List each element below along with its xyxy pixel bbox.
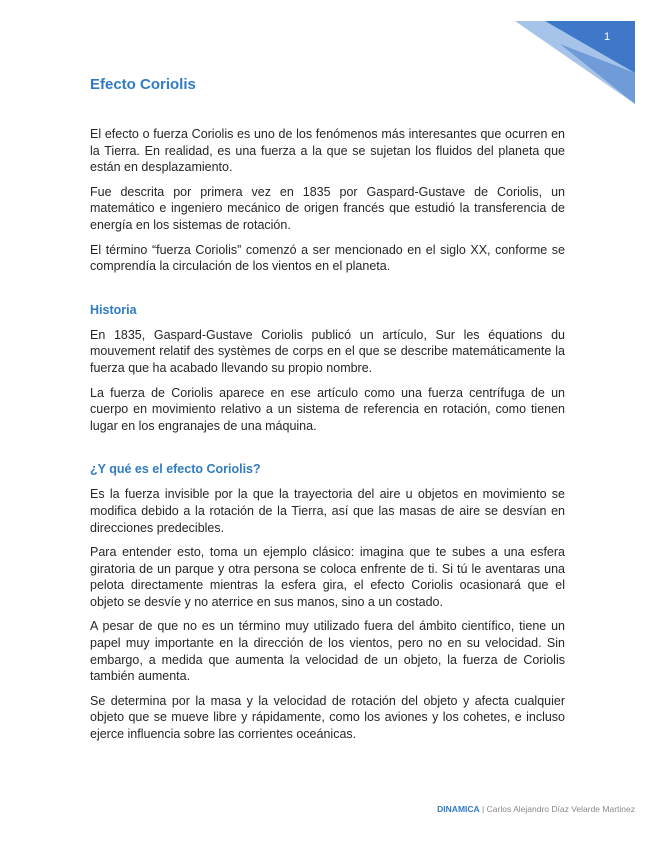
que-es-paragraph: A pesar de que no es un término muy utilizado fuera del ámbito científico, tiene un papel muy importante en la dirección de los vientos, pero no en su velocidad. Sin embargo, a medida que aumenta la velocidad de un objeto, la fuerza de Coriolis también aumenta. <box>90 619 565 684</box>
section-heading-historia: Historia <box>90 302 137 317</box>
document-body <box>90 74 565 751</box>
footer-separator: | <box>482 804 485 814</box>
intro-paragraph: El efecto o fuerza Coriolis es uno de los fenómenos más interesantes que ocurren en la Tierra. En realidad, es una fuerza a la que se sujetan los fluidos del planeta que están en desplazamiento. <box>90 127 565 175</box>
intro-paragraph: Fue descrita por primera vez en 1835 por Gaspard-Gustave de Coriolis, un matemático e ingeniero mecánico de origen francés que estudió la transferencia de energía en los sistemas de rotación. <box>90 184 565 232</box>
document-title: Efecto Coriolis <box>90 76 196 93</box>
footer-author: Carlos Alejandro Díaz Velarde Martinez <box>486 804 635 814</box>
que-es-paragraph: Se determina por la masa y la velocidad de rotación del objeto y afecta cualquier objeto que se mueve libre y rápidamente, como los aviones y los cohetes, e incluso ejerce influencia sobre las corrientes oceánicas. <box>90 693 565 742</box>
que-es-paragraph: Es la fuerza invisible por la que la trayectoria del aire u objetos en movimiento se modifica debido a la rotación de la Tierra, así que las masas de aire se desvían en direcciones predecibles. <box>90 487 565 535</box>
page-footer <box>437 804 635 814</box>
page-number: 1 <box>604 31 611 43</box>
section-heading-que-es: ¿Y qué es el efecto Coriolis? <box>90 462 261 477</box>
historia-paragraph: La fuerza de Coriolis aparece en ese artículo como una fuerza centrífuga de un cuerpo en movimiento relativo a un sistema de referencia en rotación, como tienen lugar en los engranajes de una máquina. <box>90 385 565 433</box>
que-es-paragraph: Para entender esto, toma un ejemplo clásico: imagina que te subes a una esfera giratoria de un parque y otra persona se coloca enfrente de ti. Si tú le aventaras una pelota directamente mientras la esfera gira, el efecto Coriolis ocasionará que el objeto se desvíe y no aterrice en sus manos, sino a un costado. <box>90 545 565 609</box>
intro-paragraph: El término “fuerza Coriolis” comenzó a ser mencionado en el siglo XX, conforme se comprendía la circulación de los vientos en el planeta. <box>90 242 565 274</box>
footer-brand: DINAMICA <box>437 804 480 814</box>
historia-paragraph: En 1835, Gaspard-Gustave Coriolis publicó un artículo, Sur les équations du mouvement relatif des systèmes de corps en el que se describe matemáticamente la fuerza que ha acabado llevando su propio nombre. <box>90 327 565 375</box>
